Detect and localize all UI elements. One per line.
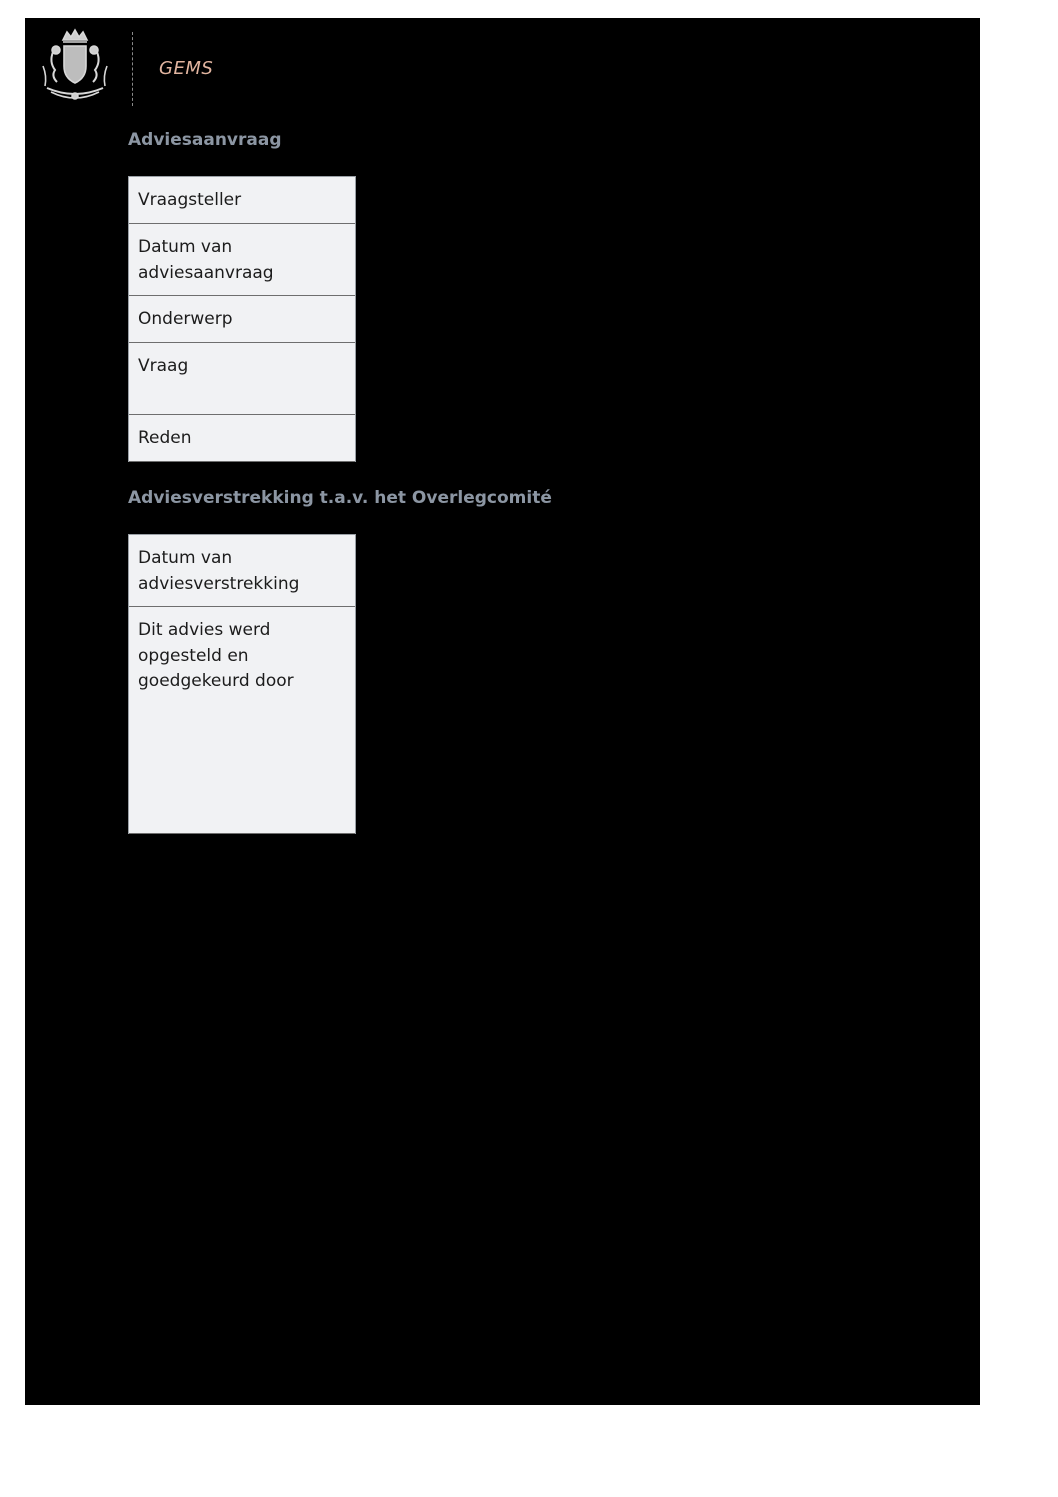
org-name: GEMS	[159, 58, 214, 79]
document-page	[25, 18, 980, 1405]
row-label: Onderwerp	[138, 309, 233, 329]
row-vraagsteller	[129, 177, 355, 224]
request-table	[128, 176, 356, 462]
row-label: Datum van adviesverstrekking	[138, 548, 300, 594]
row-reden	[129, 415, 355, 462]
section-title-advice: Adviesverstrekking t.a.v. het Overlegcomité	[128, 488, 552, 508]
advice-table	[128, 534, 356, 834]
header-divider	[132, 32, 133, 106]
row-label: Datum van adviesaanvraag	[138, 237, 274, 283]
row-label: Reden	[138, 428, 192, 448]
row-vraag	[129, 343, 355, 415]
coat-of-arms-icon	[37, 26, 113, 106]
row-label: Dit advies werd opgesteld en goedgekeurd door	[138, 620, 294, 691]
row-label: Vraag	[138, 356, 189, 376]
section-title-request: Adviesaanvraag	[128, 130, 282, 150]
row-label: Vraagsteller	[138, 190, 242, 210]
row-datum-adviesaanvraag	[129, 224, 355, 296]
row-onderwerp	[129, 296, 355, 343]
row-opgesteld-door	[129, 607, 355, 834]
row-datum-adviesverstrekking	[129, 535, 355, 607]
